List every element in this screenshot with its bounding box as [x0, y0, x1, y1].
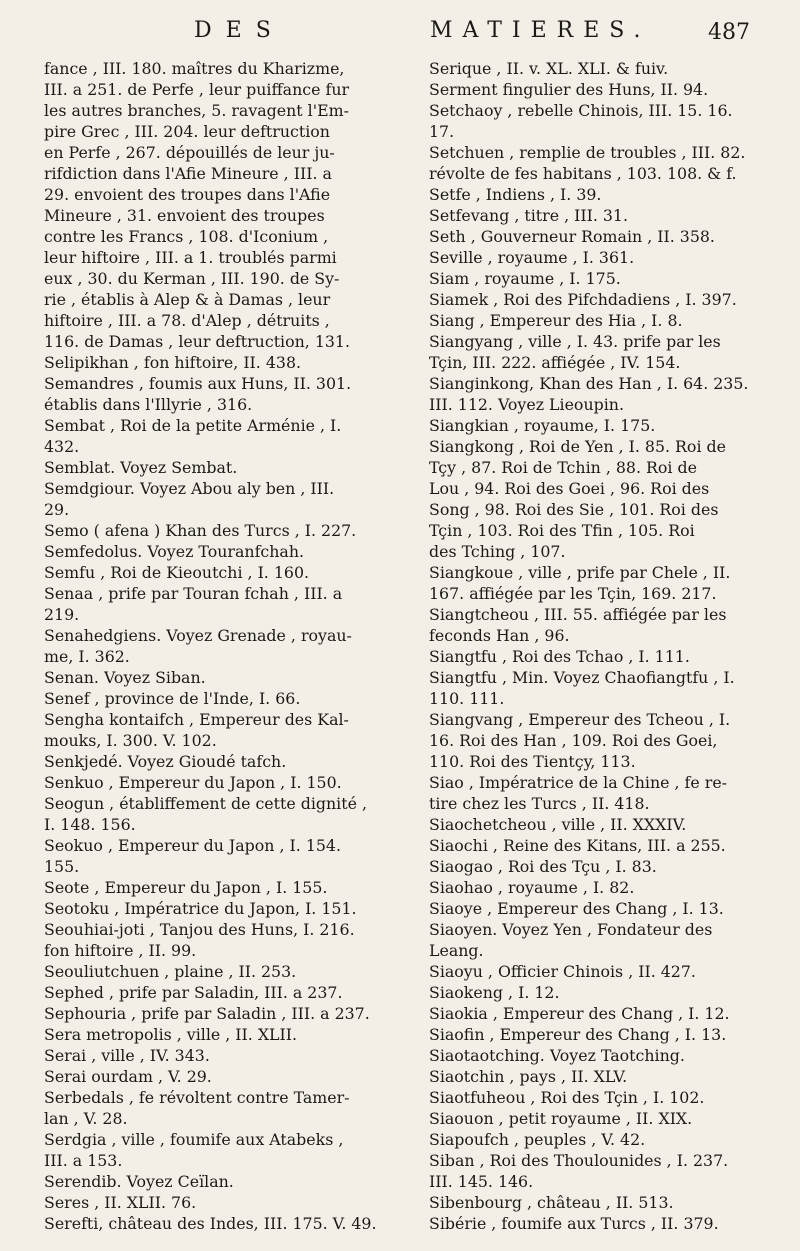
index-entry-line: Semblat. Voyez Sembat.	[44, 458, 238, 477]
index-entry-line: Tçy , 87. Roi de Tchin , 88. Roi de	[429, 458, 697, 477]
index-entry-line: Leang.	[429, 941, 484, 960]
index-entry-line: Siang , Empereur des Hia , I. 8.	[429, 311, 683, 330]
index-entry-line: établis dans l'Illyrie , 316.	[44, 395, 253, 414]
index-entry-line: Semdgiour. Voyez Abou aly ben , III.	[44, 479, 335, 498]
index-entry-line: Siapoufch , peuples , V. 42.	[429, 1130, 646, 1149]
index-entry-line: Siangkong , Roi de Yen , I. 85. Roi de	[429, 437, 726, 456]
index-entry-line: Senkjedé. Voyez Gioudé tafch.	[44, 752, 287, 771]
index-entry-line: lan , V. 28.	[44, 1109, 128, 1128]
index-entry-line: Siamek , Roi des Pifchdadiens , I. 397.	[429, 290, 737, 309]
index-entry-line: 155.	[44, 857, 80, 876]
index-entry-line: me, I. 362.	[44, 647, 130, 666]
index-entry-line: Siam , royaume , I. 175.	[429, 269, 621, 288]
index-entry-line: Setchuen , remplie de troubles , III. 82.	[429, 143, 746, 162]
index-entry-line: Seres , II. XLII. 76.	[44, 1193, 197, 1212]
running-header	[0, 14, 800, 54]
index-entry-line: 16. Roi des Han , 109. Roi des Goei,	[429, 731, 718, 750]
index-entry-line: en Perfe , 267. dépouillés de leur ju-	[44, 143, 335, 162]
index-entry-line: Senaa , prife par Touran fchah , III. a	[44, 584, 343, 603]
index-entry-line: Sephouria , prife par Saladin , III. a 237.	[44, 1004, 370, 1023]
index-entry-line: 29. envoient des troupes dans l'Afie	[44, 185, 331, 204]
index-entry-line: Sibenbourg , château , II. 513.	[429, 1193, 674, 1212]
index-entry-line: Siaokia , Empereur des Chang , I. 12.	[429, 1004, 730, 1023]
index-entry-line: rie , établis à Alep & à Damas , leur	[44, 290, 331, 309]
index-entry-line: Siaochetcheou , ville , II. XXXIV.	[429, 815, 687, 834]
index-entry-line: fon hiftoire , II. 99.	[44, 941, 197, 960]
index-entry-line: Mineure , 31. envoient des troupes	[44, 206, 325, 225]
index-entry-line: Selipikhan , fon hiftoire, II. 438.	[44, 353, 302, 372]
index-entry-line: Sengha kontaifch , Empereur des Kal-	[44, 710, 349, 729]
index-entry-line: Siangkoue , ville , prife par Chele , II.	[429, 563, 731, 582]
index-entry-line: tire chez les Turcs , II. 418.	[429, 794, 650, 813]
index-entry-line: III. 145. 146.	[429, 1172, 534, 1191]
index-entry-line: Sianginkong, Khan des Han , I. 64. 235.	[429, 374, 749, 393]
index-entry-line: 29.	[44, 500, 70, 519]
page-number: 487	[708, 20, 750, 45]
index-entry-line: Serai , ville , IV. 343.	[44, 1046, 210, 1065]
index-entry-line: Siangyang , ville , I. 43. prife par les	[429, 332, 721, 351]
index-entry-line: Semfu , Roi de Kieoutchi , I. 160.	[44, 563, 310, 582]
index-entry-line: feconds Han , 96.	[429, 626, 570, 645]
index-entry-line: Siangtcheou , III. 55. affiégée par les	[429, 605, 727, 624]
index-entry-line: pire Grec , III. 204. leur deftruction	[44, 122, 330, 141]
index-entry-line: les autres branches, 5. ravagent l'Em-	[44, 101, 349, 120]
index-entry-line: Seote , Empereur du Japon , I. 155.	[44, 878, 328, 897]
index-entry-line: rifdiction dans l'Afie Mineure , III. a	[44, 164, 332, 183]
header-right-word: MATIERES.	[430, 18, 651, 43]
index-entry-line: Setfe , Indiens , I. 39.	[429, 185, 602, 204]
index-entry-line: Lou , 94. Roi des Goei , 96. Roi des	[429, 479, 710, 498]
index-entry-line: Siangtfu , Roi des Tchao , I. 111.	[429, 647, 690, 666]
index-entry-line: 110. 111.	[429, 689, 505, 708]
index-entry-line: 219.	[44, 605, 80, 624]
index-entry-line: fance , III. 180. maîtres du Kharizme,	[44, 59, 345, 78]
index-entry-line: 110. Roi des Tientçy, 113.	[429, 752, 636, 771]
index-entry-line: Seouhiai-joti , Tanjou des Huns, I. 216.	[44, 920, 355, 939]
index-entry-line: hiftoire , III. a 78. d'Alep , détruits ,	[44, 311, 330, 330]
index-entry-line: Serefti, château des Indes, III. 175. V. 49.	[44, 1214, 377, 1233]
index-entry-line: Siangtfu , Min. Voyez Chaofiangtfu , I.	[429, 668, 735, 687]
index-entry-line: Siao , Impératrice de la Chine , fe re-	[429, 773, 728, 792]
index-entry-line: Siaotfuheou , Roi des Tçin , I. 102.	[429, 1088, 705, 1107]
index-entry-line: leur hiftoire , III. a 1. troublés parmi	[44, 248, 337, 267]
index-entry-line: Setchaoy , rebelle Chinois, III. 15. 16.	[429, 101, 733, 120]
index-entry-line: III. 112. Voyez Lieoupin.	[429, 395, 624, 414]
index-entry-line: Senahedgiens. Voyez Grenade , royau-	[44, 626, 352, 645]
index-entry-line: eux , 30. du Kerman , III. 190. de Sy-	[44, 269, 340, 288]
index-entry-line: Serendib. Voyez Ceïlan.	[44, 1172, 234, 1191]
index-entry-line: Senkuo , Empereur du Japon , I. 150.	[44, 773, 342, 792]
index-entry-line: Semandres , foumis aux Huns, II. 301.	[44, 374, 352, 393]
index-entry-line: Serdgia , ville , foumife aux Atabeks ,	[44, 1130, 344, 1149]
index-entry-line: 432.	[44, 437, 80, 456]
index-entry-line: 116. de Damas , leur deftruction, 131.	[44, 332, 351, 351]
index-entry-line: III. a 251. de Perfe , leur puiffance fur	[44, 80, 350, 99]
index-entry-line: Song , 98. Roi des Sie , 101. Roi des	[429, 500, 719, 519]
index-entry-line: Seville , royaume , I. 361.	[429, 248, 635, 267]
index-entry-line: des Tching , 107.	[429, 542, 566, 561]
index-entry-line: Senan. Voyez Siban.	[44, 668, 206, 687]
index-entry-line: contre les Francs , 108. d'Iconium ,	[44, 227, 329, 246]
index-entry-line: Siaouon , petit royaume , II. XIX.	[429, 1109, 693, 1128]
index-entry-line: Semo ( afena ) Khan des Turcs , I. 227.	[44, 521, 357, 540]
index-entry-line: 167. affiégée par les Tçin, 169. 217.	[429, 584, 717, 603]
index-entry-line: Siaofin , Empereur des Chang , I. 13.	[429, 1025, 727, 1044]
index-entry-line: Siaotchin , pays , II. XLV.	[429, 1067, 628, 1086]
index-entry-line: Siaokeng , I. 12.	[429, 983, 560, 1002]
index-entry-line: Sembat , Roi de la petite Arménie , I.	[44, 416, 342, 435]
index-entry-line: mouks, I. 300. V. 102.	[44, 731, 217, 750]
index-entry-line: Tçin , 103. Roi des Tfin , 105. Roi	[429, 521, 695, 540]
index-entry-line: Siangvang , Empereur des Tcheou , I.	[429, 710, 731, 729]
index-entry-line: III. a 153.	[44, 1151, 123, 1170]
index-entry-line: Siaogao , Roi des Tçu , I. 83.	[429, 857, 657, 876]
index-entry-line: Seouliutchuen , plaine , II. 253.	[44, 962, 297, 981]
index-entry-line: Seth , Gouverneur Romain , II. 358.	[429, 227, 715, 246]
index-entry-line: Siaochi , Reine des Kitans, III. a 255.	[429, 836, 726, 855]
index-entry-line: Setfevang , titre , III. 31.	[429, 206, 629, 225]
index-entry-line: Sephed , prife par Saladin, III. a 237.	[44, 983, 343, 1002]
index-entry-line: Siangkian , royaume, I. 175.	[429, 416, 656, 435]
index-entry-line: Siaotaotching. Voyez Taotching.	[429, 1046, 685, 1065]
index-entry-line: Semfedolus. Voyez Touranfchah.	[44, 542, 305, 561]
index-entry-line: révolte de fes habitans , 103. 108. & f.	[429, 164, 737, 183]
index-entry-line: Tçin, III. 222. affiégée , IV. 154.	[429, 353, 681, 372]
index-entry-line: 17.	[429, 122, 455, 141]
header-left-word: DES	[194, 18, 285, 43]
index-entry-line: Senef , province de l'Inde, I. 66.	[44, 689, 301, 708]
index-entry-line: Sera metropolis , ville , II. XLII.	[44, 1025, 298, 1044]
index-entry-line: Siaoyu , Officier Chinois , II. 427.	[429, 962, 696, 981]
index-entry-line: Siaoye , Empereur des Chang , I. 13.	[429, 899, 724, 918]
index-entry-line: Siaohao , royaume , I. 82.	[429, 878, 635, 897]
index-entry-line: I. 148. 156.	[44, 815, 136, 834]
index-column-left	[44, 58, 414, 1234]
index-entry-line: Siban , Roi des Thoulounides , I. 237.	[429, 1151, 729, 1170]
index-entry-line: Serique , II. v. XL. XLI. & fuiv.	[429, 59, 669, 78]
index-entry-line: Serbedals , fe révoltent contre Tamer-	[44, 1088, 350, 1107]
index-entry-line: Seogun , établiffement de cette dignité ,	[44, 794, 367, 813]
index-entry-line: Siaoyen. Voyez Yen , Fondateur des	[429, 920, 713, 939]
index-entry-line: Serai ourdam , V. 29.	[44, 1067, 212, 1086]
index-entry-line: Seokuo , Empereur du Japon , I. 154.	[44, 836, 341, 855]
index-entry-line: Serment fingulier des Huns, II. 94.	[429, 80, 709, 99]
index-entry-line: Seotoku , Impératrice du Japon, I. 151.	[44, 899, 357, 918]
index-column-right	[429, 58, 791, 1234]
index-entry-line: Sibérie , foumife aux Turcs , II. 379.	[429, 1214, 719, 1233]
